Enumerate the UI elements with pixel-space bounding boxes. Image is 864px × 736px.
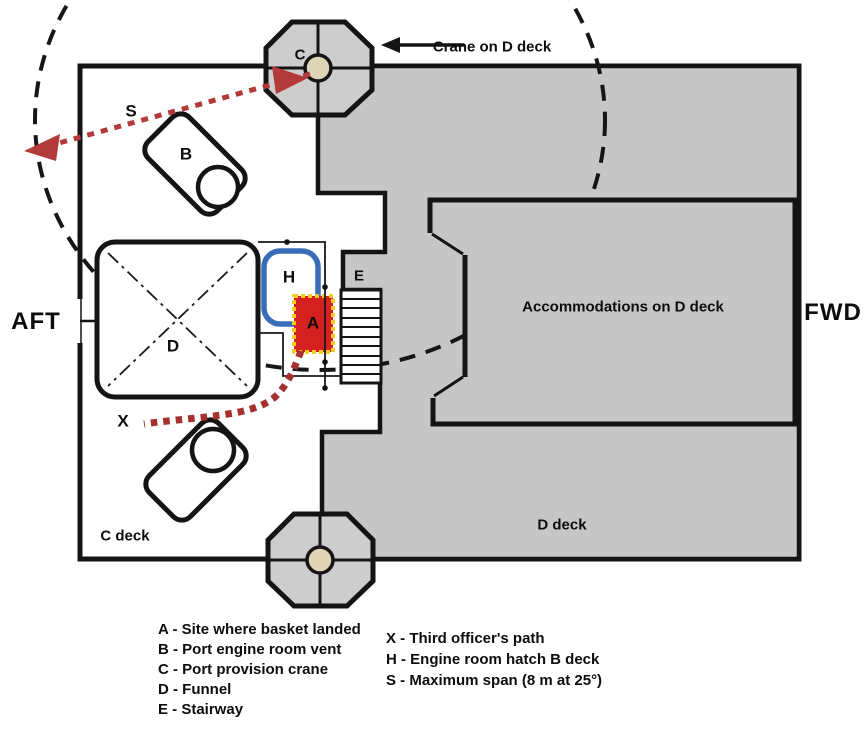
crane-platform-lower	[268, 514, 373, 606]
vent-lower-opening	[192, 429, 234, 471]
legend-item: D - Funnel	[158, 681, 232, 698]
c-deck-label: C deck	[100, 527, 150, 545]
legend-item: A - Site where basket landed	[158, 621, 361, 638]
crane-pivot	[305, 55, 331, 81]
legend-left-column	[158, 620, 361, 720]
marker-a-site: A	[306, 313, 320, 333]
legend-item: H - Engine room hatch B deck	[386, 651, 600, 668]
marker-d-funnel: D	[166, 336, 180, 356]
marker-e-stairway: E	[353, 267, 365, 285]
aft-label: AFT	[11, 308, 61, 335]
legend-item: E - Stairway	[158, 701, 244, 718]
legend-item: S - Maximum span (8 m at 25°)	[386, 672, 603, 689]
marker-x-path: X	[117, 411, 129, 431]
accommodations-label: Accommodations on D deck	[522, 298, 724, 316]
legend-item: B - Port engine room vent	[158, 641, 342, 658]
marker-s-span: S	[125, 101, 137, 121]
marker-h-hatch: H	[282, 267, 296, 287]
legend-item: X - Third officer's path	[386, 630, 545, 647]
marker-c-crane: C	[294, 46, 306, 64]
vent-upper-opening	[198, 167, 238, 207]
legend-right-column	[386, 628, 602, 691]
d-deck-label: D deck	[537, 516, 587, 534]
fwd-label: FWD	[804, 299, 862, 326]
marker-b-vent: B	[179, 144, 193, 164]
crane-callout-label: Crane on D deck	[432, 38, 552, 56]
legend-item: C - Port provision crane	[158, 661, 329, 678]
stairway	[341, 290, 381, 383]
crane-pivot-lower	[307, 547, 333, 573]
provision-crane-platform	[266, 22, 372, 115]
